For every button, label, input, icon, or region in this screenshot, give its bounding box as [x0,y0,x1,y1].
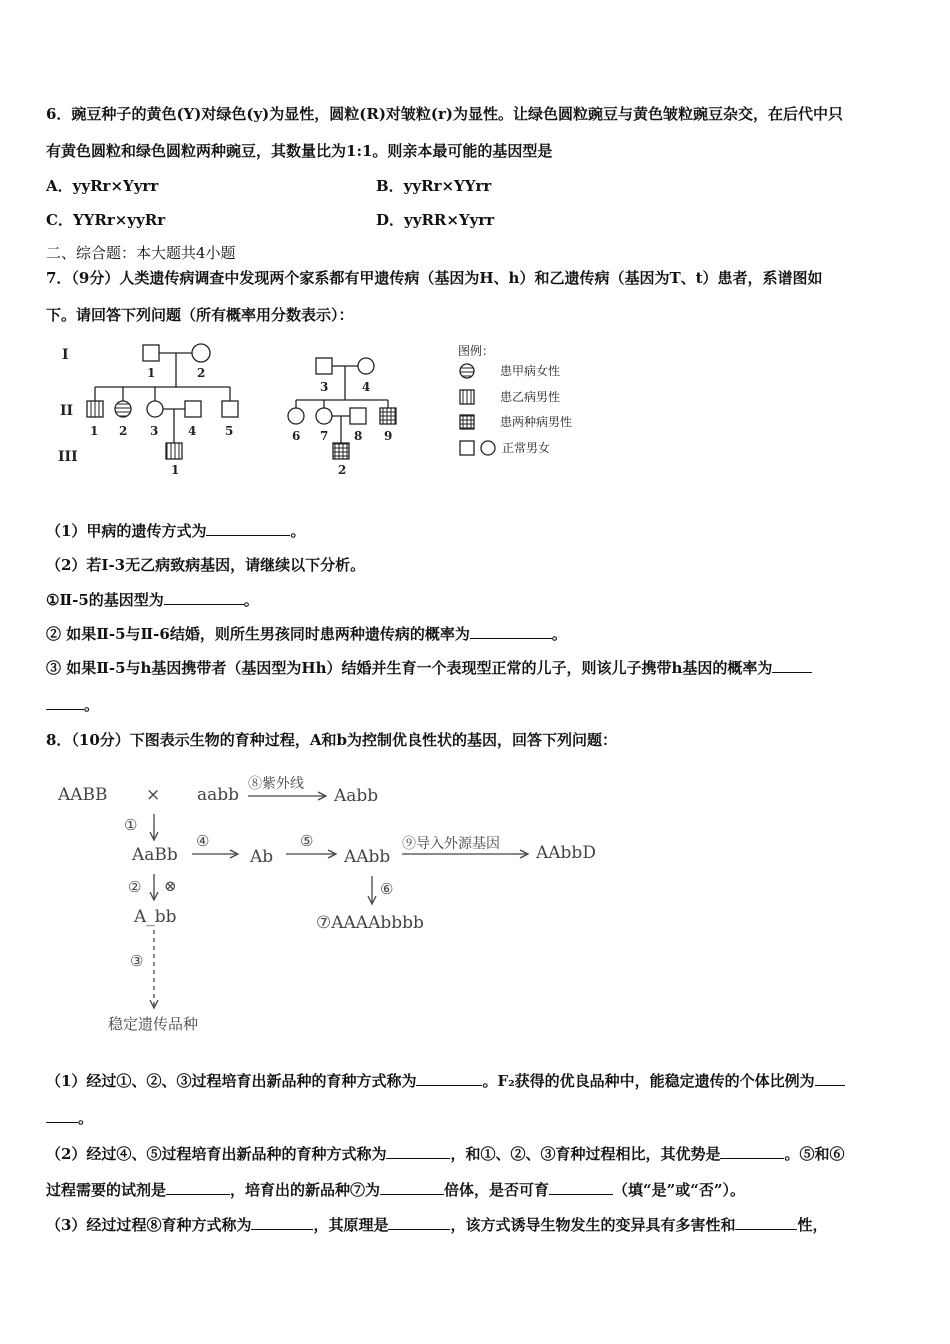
f1-iii1-num: 1 [171,463,180,477]
cross-symbol: × [146,785,161,805]
f2-i3-num: 3 [320,380,329,394]
f2-ii8-male [350,408,366,424]
f1-ii1-male-disease-b [87,401,103,417]
answer-blank[interactable] [549,1180,613,1195]
answer-blank[interactable] [720,1144,784,1159]
q7-sub2c-cont: 。 [46,695,906,715]
f1-i2-female [192,344,210,362]
f1-ii4-num: 4 [188,424,197,438]
section-heading: 二、综合题：本大题共4小题 [46,244,236,262]
f1-ii2-female-disease-a [115,401,131,417]
q7-sub2b: ② 如果Ⅱ-5与Ⅱ-6结婚，则所生男孩同时患两种遗传病的概率为 。 [46,625,567,643]
parent-aabb-recessive: aabb [197,785,240,805]
legend-item-4: 正常男女 [502,441,551,455]
f2-ii7-female [316,408,332,424]
legend-item-3: 患两种病男性 [500,415,573,429]
answer-blank[interactable] [166,1180,230,1195]
selfing-symbol: ⊗ [164,877,177,895]
q7-sub1: （1）甲病的遗传方式为 。 [46,522,306,540]
q8-sub3: （3）经过过程⑧育种方式称为 ，其原理是 ，该方式诱导生物发生的变异具有多害性和 性， [46,1216,828,1234]
legend-female-a-icon [460,364,474,378]
f1-iii1-male-disease-b [166,443,182,459]
q6-option-c: C．YYRr×yyRr [46,211,166,229]
pedigree-figure [50,335,610,480]
answer-blank[interactable] [815,1071,845,1086]
q6-stem-line2: 有黄色圆粒和绿色圆粒两种豌豆，其数量比为1:1。则亲本最可能的基因型是 [46,142,553,160]
f1-ii5-num: 5 [225,424,234,438]
dh-aabb: AAbb [344,847,391,867]
answer-blank[interactable] [735,1215,797,1230]
q8-sub1: （1）经过①、②、③过程培育出新品种的育种方式称为 。F₂获得的优良品种中，能稳定遗传的个体比例为 [46,1071,906,1091]
mutant-aabb: Aabb [334,786,379,806]
f2-ii9-num: 9 [384,429,393,443]
haploid-ab: Ab [250,847,274,867]
final-variety: 稳定遗传品种 [108,1015,199,1033]
q6-option-b: B．yyRr×YYrr [376,177,492,195]
q8-sub1-cont: 。 [46,1108,906,1128]
f1-ii4-male [185,401,201,417]
legend-item-1: 患甲病女性 [500,364,561,378]
f2-i4-female [358,358,374,374]
legend-normal-female-icon [481,441,495,455]
q8-stem: 8．（10分）下图表示生物的育种过程，A和b为控制优良性状的基因，回答下列问题： [46,731,617,749]
breeding-diagram [50,770,630,1040]
f2-ii8-num: 8 [354,429,363,443]
f2-iii2-male-both [333,443,349,459]
legend-item-2: 患乙病男性 [500,390,561,404]
f1-ii3-num: 3 [150,424,159,438]
f2-i4-num: 4 [362,380,371,394]
f1-i2-num: 2 [197,366,206,380]
f2-ii9-male-both [380,408,396,424]
answer-blank[interactable] [772,658,812,673]
f1-aabb: AaBb [132,845,178,865]
answer-blank[interactable] [388,1215,450,1230]
legend-title: 图例： [458,344,495,358]
f2-ii7-num: 7 [320,429,329,443]
answer-blank[interactable] [46,695,84,710]
f1-i1-num: 1 [147,366,156,380]
f1-ii2-num: 2 [119,424,128,438]
q8-sub2: （2）经过④、⑤过程培育出新品种的育种方式称为 ，和①、②、③育种过程相比，其优势是 。⑤和⑥ [46,1145,845,1163]
step6-label: ⑥ [380,880,394,898]
legend-male-b-icon [460,390,474,404]
step3-label: ③ [130,952,144,970]
q7-sub2c: ③ 如果Ⅱ-5与h基因携带者（基因型为Hh）结婚并生育一个表现型正常的儿子，则该儿子携带h基因的概率为 [46,658,906,678]
f2-ii6-female [288,408,304,424]
answer-blank[interactable] [46,1108,78,1123]
transgenic-aabbd: AAbbD [536,843,596,863]
f2-iii2-num: 2 [338,463,347,477]
gen-label-iii: III [58,449,78,465]
step5-label: ⑤ [300,832,314,850]
q6-option-d: D．yyRR×Yyrr [376,211,495,229]
answer-blank[interactable] [380,1180,444,1195]
q7-stem-line2: 下。请回答下列问题（所有概率用分数表示）： [46,306,354,324]
answer-blank[interactable] [386,1144,450,1159]
f1-i1-male [143,345,159,361]
step4-label: ④ [196,832,210,850]
parent-aabb-dominant: AABB [58,785,108,805]
q7-sub2a: ①Ⅱ-5的基因型为 。 [46,591,259,609]
f1-ii3-female [147,401,163,417]
answer-blank[interactable] [416,1071,482,1086]
f1-ii1-num: 1 [90,424,99,438]
gen-label-ii: II [60,403,74,419]
answer-blank[interactable] [251,1215,313,1230]
step1-label: ① [124,816,138,834]
q7-sub2: （2）若I-3无乙病致病基因，请继续以下分析。 [46,556,366,574]
answer-blank[interactable] [164,590,244,605]
answer-blank[interactable] [470,624,552,639]
q7-stem-line1: 7．（9分）人类遗传病调查中发现两个家系都有甲遗传病（基因为H、h）和乙遗传病（基因为T、t）患者，系谱图如 [46,269,823,287]
step8-label: ⑧紫外线 [248,776,304,792]
legend-male-both-icon [460,415,474,429]
answer-blank[interactable] [206,521,290,536]
q6-stem-line1: 6．豌豆种子的黄色(Y)对绿色(y)为显性，圆粒(R)对皱粒(r)为显性。让绿色圆粒豌豆与黄色皱粒豌豆杂交，在后代中只 [46,105,844,123]
q8-sub2-cont: 过程需要的试剂是 ，培育出的新品种⑦为 倍体，是否可育 （填“是”或“否”）。 [46,1181,746,1199]
legend-normal-male-icon [460,441,474,455]
step9-label: ⑨导入外源基因 [402,836,500,852]
f2-a-bb: A_bb [134,907,177,927]
f2-i3-male [316,358,332,374]
step2-label: ② [128,878,142,896]
tetraploid-label: ⑦AAAAbbbb [316,913,424,933]
f2-ii6-num: 6 [292,429,301,443]
q6-option-a: A．yyRr×Yyrr [46,177,159,195]
gen-label-i: I [62,347,69,363]
f1-ii5-male [222,401,238,417]
